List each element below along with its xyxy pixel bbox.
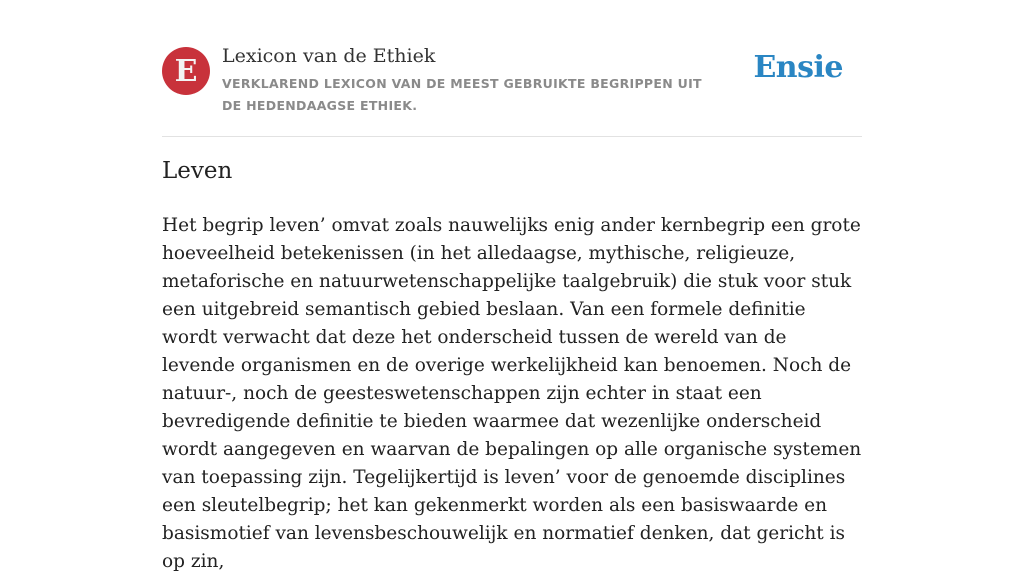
logo-letter: E (174, 54, 198, 89)
site-header (162, 0, 862, 137)
page-container (162, 0, 862, 572)
lexicon-logo-icon[interactable] (162, 47, 210, 95)
article-paragraph: Het begrip leven’ omvat zoals nauwelijks enig ander kernbegrip een grote hoeveelheid betekenissen (in het alledaagse, mythische, religieuze, metaforische en natuurwetenschappelijke taalgebruik) die stuk voor stuk een uitgebreid semantisch gebied beslaan. Van een formele definitie wordt verwacht dat deze het onderscheid tussen de wereld van de levende organismen en de overige werkelijkheid kan benoemen. Noch de natuur-, noch de geesteswetenschappen zijn echter in staat een bevredigende definitie te bieden waarmee dat wezenlijke onderscheid wordt aangegeven en waarvan de bepalingen op alle organische systemen van toepassing zijn. Tegelijkertijd is leven’ voor de genoemde disciplines een sleutelbegrip; het kan gekenmerkt worden als een basiswaarde en basismotief van levensbeschouwelijk en normatief denken, dat gericht is op zin, (162, 215, 862, 572)
lexicon-subtitle: VERKLAREND LEXICON VAN DE MEEST GEBRUIKTE BEGRIPPEN UIT DE HEDENDAAGSE ETHIEK. (222, 76, 702, 113)
article-title: Leven (162, 158, 233, 184)
article-body (162, 212, 864, 576)
lexicon-title-link[interactable]: Lexicon van de Ethiek (222, 45, 436, 67)
ensie-brand-logo[interactable]: Ensie (753, 50, 843, 85)
